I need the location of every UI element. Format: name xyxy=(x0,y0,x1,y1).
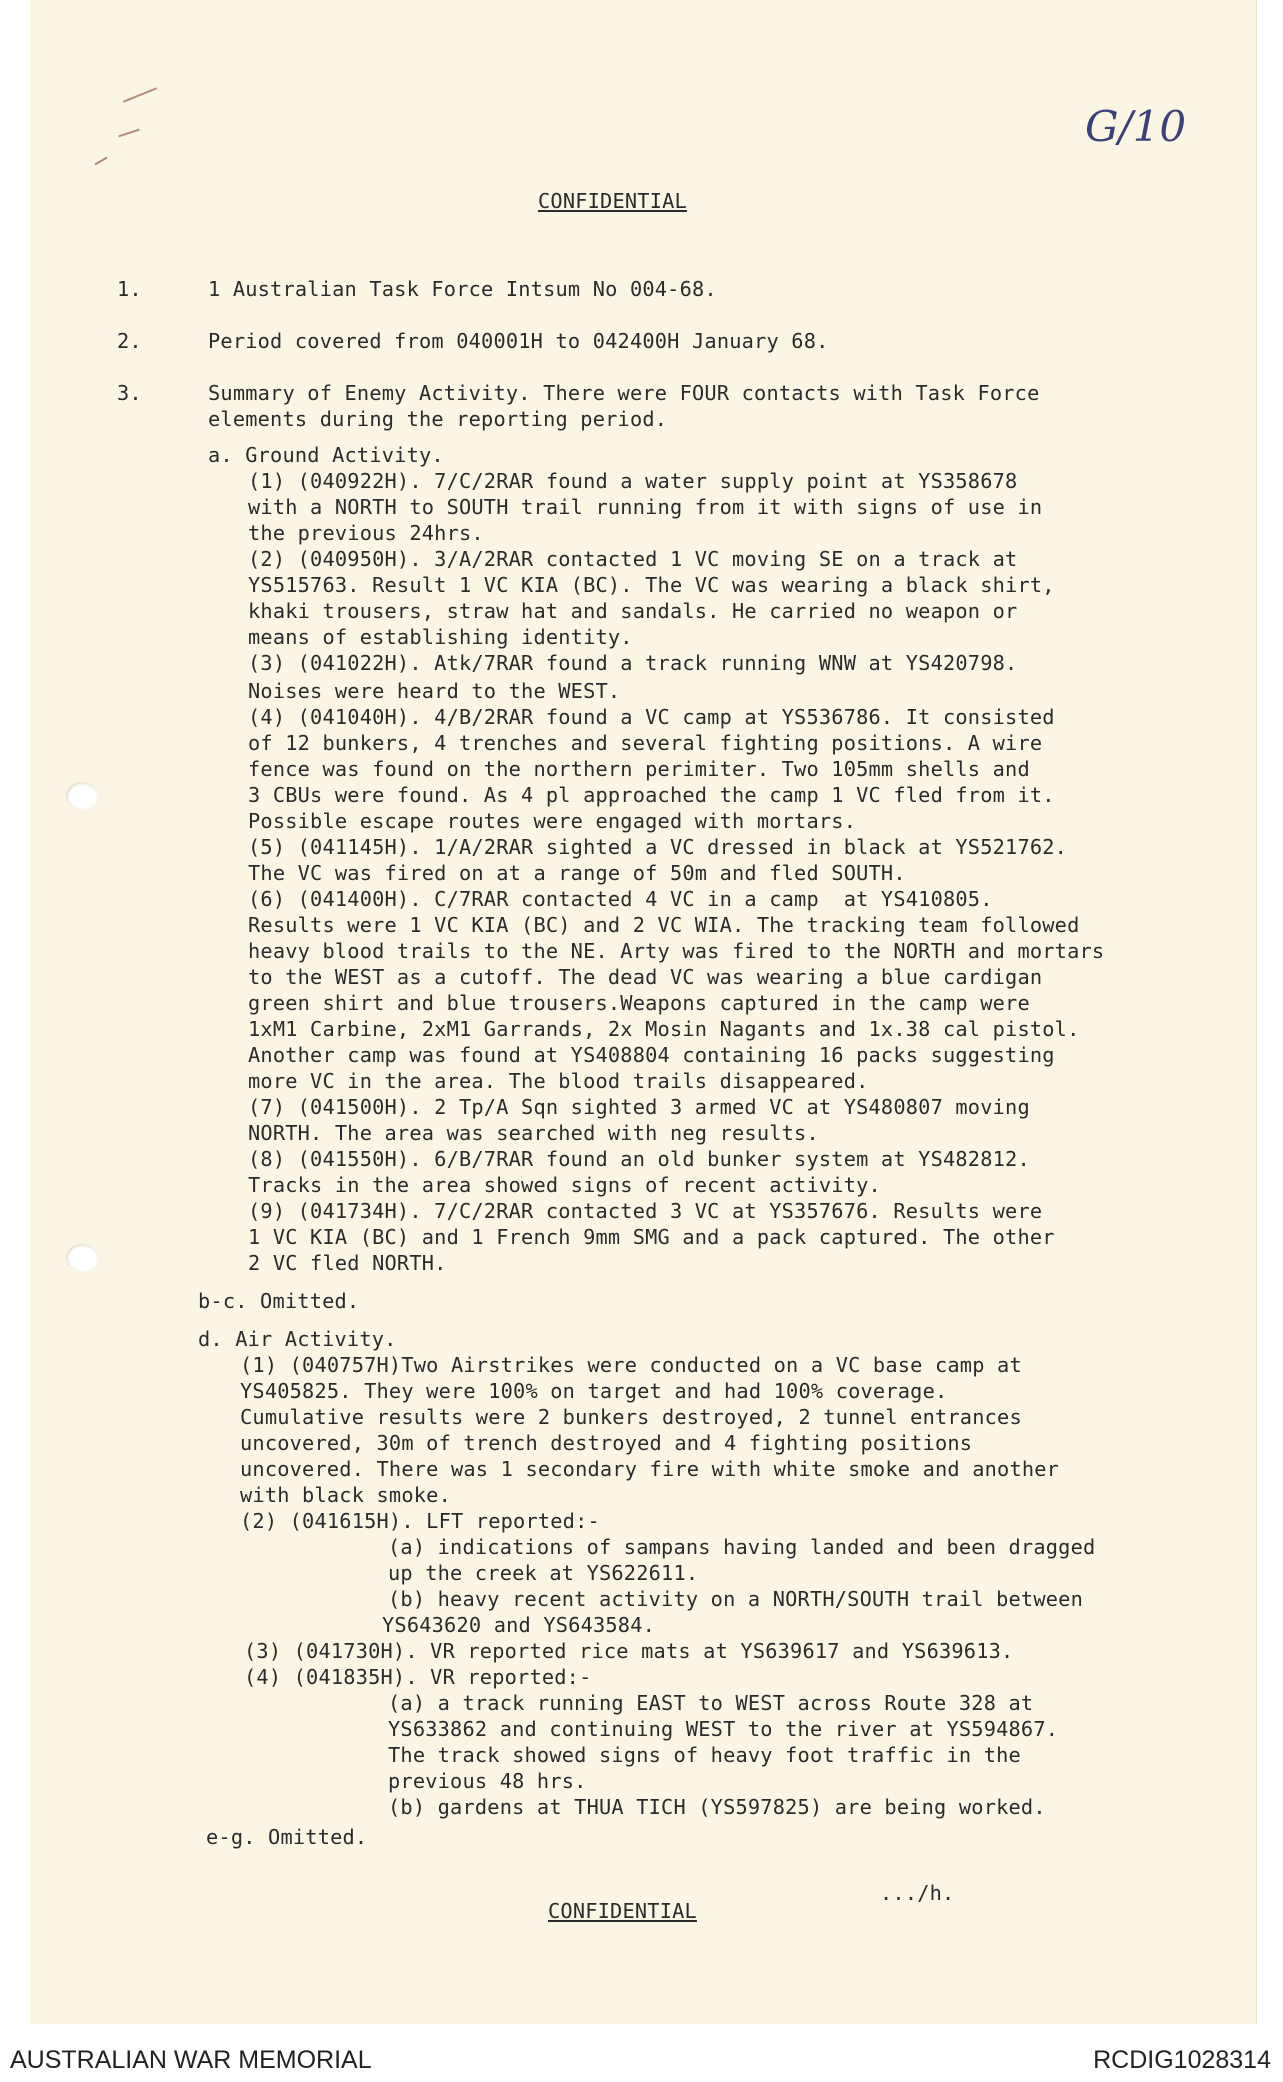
text-line: 1 VC KIA (BC) and 1 French 9mm SMG and a pack captured. The other xyxy=(248,1225,1055,1249)
omitted-note: e-g. Omitted. xyxy=(206,1825,368,1849)
text-line: (a) a track running EAST to WEST across Route 328 at xyxy=(388,1691,1034,1715)
text-line: (3) (041730H). VR reported rice mats at YS639617 and YS639613. xyxy=(244,1639,1014,1663)
text-line: (5) (041145H). 1/A/2RAR sighted a VC dressed in black at YS521762. xyxy=(248,835,1068,859)
text-line: (4) (041835H). VR reported:- xyxy=(244,1665,592,1689)
text-line: (2) (041615H). LFT reported:- xyxy=(240,1509,600,1533)
text-line: YS515763. Result 1 VC KIA (BC). The VC was wearing a black shirt, xyxy=(248,573,1055,597)
text-line: Results were 1 VC KIA (BC) and 2 VC WIA. The tracking team followed xyxy=(248,913,1080,937)
text-line: (6) (041400H). C/7RAR contacted 4 VC in a camp at YS410805. xyxy=(248,887,993,911)
para-number: 3. xyxy=(117,381,142,405)
para-number: 1. xyxy=(117,277,142,301)
text-line: (a) indications of sampans having landed and been dragged xyxy=(388,1535,1096,1559)
text-line: with black smoke. xyxy=(240,1483,451,1507)
text-line: means of establishing identity. xyxy=(248,625,633,649)
text-line: YS633862 and continuing WEST to the river at YS594867. xyxy=(388,1717,1059,1741)
para-number: 2. xyxy=(117,329,142,353)
text-line: more VC in the area. The blood trails disappeared. xyxy=(248,1069,869,1093)
text-line: fence was found on the northern perimiter. Two 105mm shells and xyxy=(248,757,1030,781)
text-line: with a NORTH to SOUTH trail running from it with signs of use in xyxy=(248,495,1043,519)
text-line: The VC was fired on at a range of 50m and fled SOUTH. xyxy=(248,861,906,885)
text-line: (b) gardens at THUA TICH (YS597825) are being worked. xyxy=(388,1795,1046,1819)
text-line: elements during the reporting period. xyxy=(208,407,668,431)
text-line: previous 48 hrs. xyxy=(388,1769,587,1793)
text-line: (8) (041550H). 6/B/7RAR found an old bunker system at YS482812. xyxy=(248,1147,1030,1171)
continuation-marker: .../h. xyxy=(880,1881,955,1905)
ground-activity-heading: a. Ground Activity. xyxy=(208,443,444,467)
staple-mark xyxy=(94,157,107,166)
archive-name: AUSTRALIAN WAR MEMORIAL xyxy=(10,2046,372,2074)
text-line: Possible escape routes were engaged with mortars. xyxy=(248,809,857,833)
text-line: Cumulative results were 2 bunkers destroyed, 2 tunnel entrances xyxy=(240,1405,1022,1429)
header-classification: CONFIDENTIAL xyxy=(538,189,687,213)
text-line: Tracks in the area showed signs of recent activity. xyxy=(248,1173,881,1197)
text-line: (b) heavy recent activity on a NORTH/SOUTH trail between xyxy=(388,1587,1083,1611)
text-line: The track showed signs of heavy foot traffic in the xyxy=(388,1743,1021,1767)
air-activity-heading: d. Air Activity. xyxy=(198,1327,397,1351)
text-line: (4) (041040H). 4/B/2RAR found a VC camp at YS536786. It consisted xyxy=(248,705,1055,729)
text-line: (1) (040757H)Two Airstrikes were conducted on a VC base camp at xyxy=(240,1353,1022,1377)
text-line: to the WEST as a cutoff. The dead VC was wearing a blue cardigan xyxy=(248,965,1043,989)
staple-mark xyxy=(123,87,157,102)
text-line: heavy blood trails to the NE. Arty was fired to the NORTH and mortars xyxy=(248,939,1105,963)
text-line: (3) (041022H). Atk/7RAR found a track running WNW at YS420798. xyxy=(248,651,1018,675)
punch-hole xyxy=(66,1244,98,1272)
archive-reference: RCDIG1028314 xyxy=(1093,2046,1271,2074)
intsum-title: 1 Australian Task Force Intsum No 004-68. xyxy=(208,277,717,301)
text-line: uncovered. There was 1 secondary fire with white smoke and another xyxy=(240,1457,1060,1481)
text-line: Noises were heard to the WEST. xyxy=(248,679,621,703)
text-line: of 12 bunkers, 4 trenches and several fighting positions. A wire xyxy=(248,731,1043,755)
text-line: uncovered, 30m of trench destroyed and 4 fighting positions xyxy=(240,1431,973,1455)
handwritten-mark: G/10 xyxy=(1085,102,1187,151)
text-line: YS405825. They were 100% on target and had 100% coverage. xyxy=(240,1379,948,1403)
text-line: (1) (040922H). 7/C/2RAR found a water supply point at YS358678 xyxy=(248,469,1018,493)
staple-mark xyxy=(118,129,140,138)
text-line: Summary of Enemy Activity. There were FOUR contacts with Task Force xyxy=(208,381,1040,405)
omitted-note: b-c. Omitted. xyxy=(198,1289,360,1313)
text-line: up the creek at YS622611. xyxy=(388,1561,699,1585)
text-line: Another camp was found at YS408804 containing 16 packs suggesting xyxy=(248,1043,1055,1067)
punch-hole xyxy=(66,782,98,810)
text-line: (2) (040950H). 3/A/2RAR contacted 1 VC moving SE on a track at xyxy=(248,547,1018,571)
text-line: 1xM1 Carbine, 2xM1 Garrands, 2x Mosin Nagants and 1x.38 cal pistol. xyxy=(248,1017,1080,1041)
text-line: khaki trousers, straw hat and sandals. He carried no weapon or xyxy=(248,599,1018,623)
text-line: 3 CBUs were found. As 4 pl approached the camp 1 VC fled from it. xyxy=(248,783,1055,807)
text-line: NORTH. The area was searched with neg results. xyxy=(248,1121,819,1145)
text-line: (9) (041734H). 7/C/2RAR contacted 3 VC at YS357676. Results were xyxy=(248,1199,1043,1223)
text-line: YS643620 and YS643584. xyxy=(382,1613,656,1637)
text-line: the previous 24hrs. xyxy=(248,521,484,545)
text-line: green shirt and blue trousers.Weapons captured in the camp were xyxy=(248,991,1030,1015)
text-line: 2 VC fled NORTH. xyxy=(248,1251,447,1275)
period-covered: Period covered from 040001H to 042400H January 68. xyxy=(208,329,829,353)
text-line: (7) (041500H). 2 Tp/A Sqn sighted 3 armed VC at YS480807 moving xyxy=(248,1095,1030,1119)
footer-classification: CONFIDENTIAL xyxy=(548,1899,697,1923)
